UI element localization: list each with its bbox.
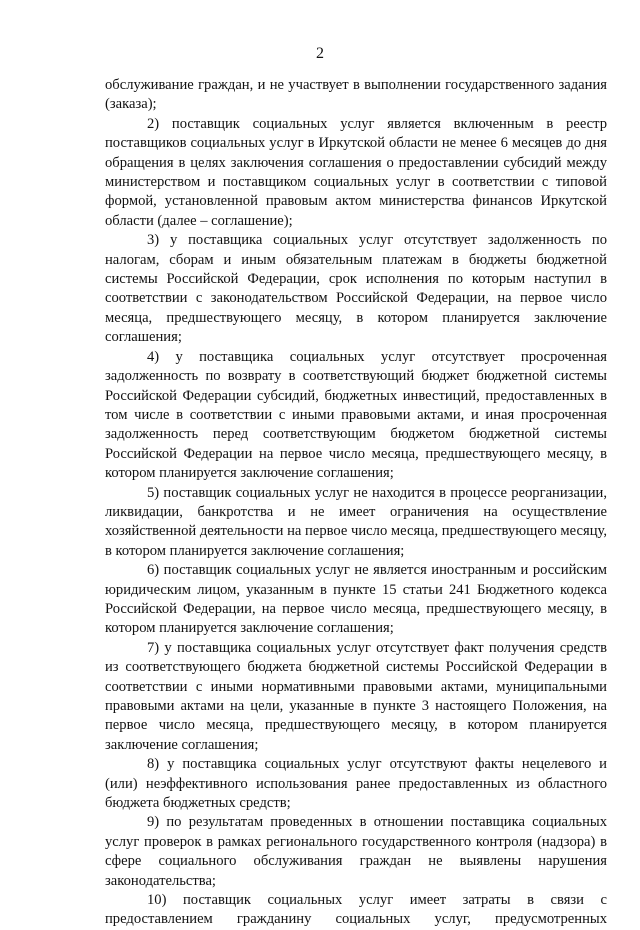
paragraph-item-10: 10) поставщик социальных услуг имеет затраты в связи с предоставлением гражданину социальных услуг, предусмотренных xyxy=(105,892,607,928)
paragraph-item-8: 8) у поставщика социальных услуг отсутствуют факты нецелевого и (или) неэффективного использования ранее предоставленных из областного бюджета бюджетных средств; xyxy=(105,756,607,812)
paragraph-item-6: 6) поставщик социальных услуг не является иностранным и российским юридическим лицом, указанным в пункте 15 статьи 241 Бюджетного кодекса Российской Федерации, на первое число месяца, предшествующего месяцу, в котором планируется заключение соглашения; xyxy=(105,562,607,637)
paragraph-item-5: 5) поставщик социальных услуг не находится в процессе реорганизации, ликвидации, банкротства и не имеет ограничения на осуществление хозяйственной деятельности на первое число месяца, предшествующего месяцу, в котором планируется заключение соглашения; xyxy=(105,484,607,559)
paragraph-item-7: 7) у поставщика социальных услуг отсутствует факт получения средств из соответствующего бюджета бюджетной системы Российской Федерации в соответствии с иными нормативными правовыми актами, муниципальными правовыми актами на цели, указанные в пункте 3 настоящего Положения, на первое число месяца, предшествующего месяцу, в котором планируется заключение соглашения; xyxy=(105,639,607,753)
paragraph-item-4: 4) у поставщика социальных услуг отсутствует просроченная задолженность по возврату в соответствующий бюджет бюджетной системы Российской Федерации субсидий, бюджетных инвестиций, предоставленных в том числе в соответствии с иными правовыми актами, и иная просроченная задолженность перед соответствующим бюджетом бюджетной системы Российской Федерации на первое число месяца, предшествующего месяцу, в котором планируется заключение соглашения; xyxy=(105,348,607,482)
paragraph-item-3: 3) у поставщика социальных услуг отсутствует задолженность по налогам, сборам и иным обязательным платежам в бюджеты бюджетной системы Российской Федерации, срок исполнения по которым наступил в соответствии с законодательством Российской Федерации, на первое число месяца, предшествующего месяцу, в котором планируется заключение соглашения; xyxy=(105,232,607,346)
paragraph-continuation: обслуживание граждан, и не участвует в выполнении государственного задания (заказа); xyxy=(105,77,607,113)
paragraph-item-2: 2) поставщик социальных услуг является включенным в реестр поставщиков социальных услуг в Иркутской области не менее 6 месяцев до дня обращения в целях заключения соглашения о предоставлении субсидий между министерством и поставщиком социальных услуг в соответствии с типовой формой, установленной правовым актом министерства финансов Иркутской области (далее – соглашение); xyxy=(105,115,607,229)
document-body xyxy=(105,76,607,930)
paragraph-item-9: 9) по результатам проведенных в отношении поставщика социальных услуг проверок в рамках регионального государственного контроля (надзора) в сфере социального обслуживания граждан не выявлены нарушения законодательства; xyxy=(105,814,607,889)
page-number: 2 xyxy=(316,45,324,62)
